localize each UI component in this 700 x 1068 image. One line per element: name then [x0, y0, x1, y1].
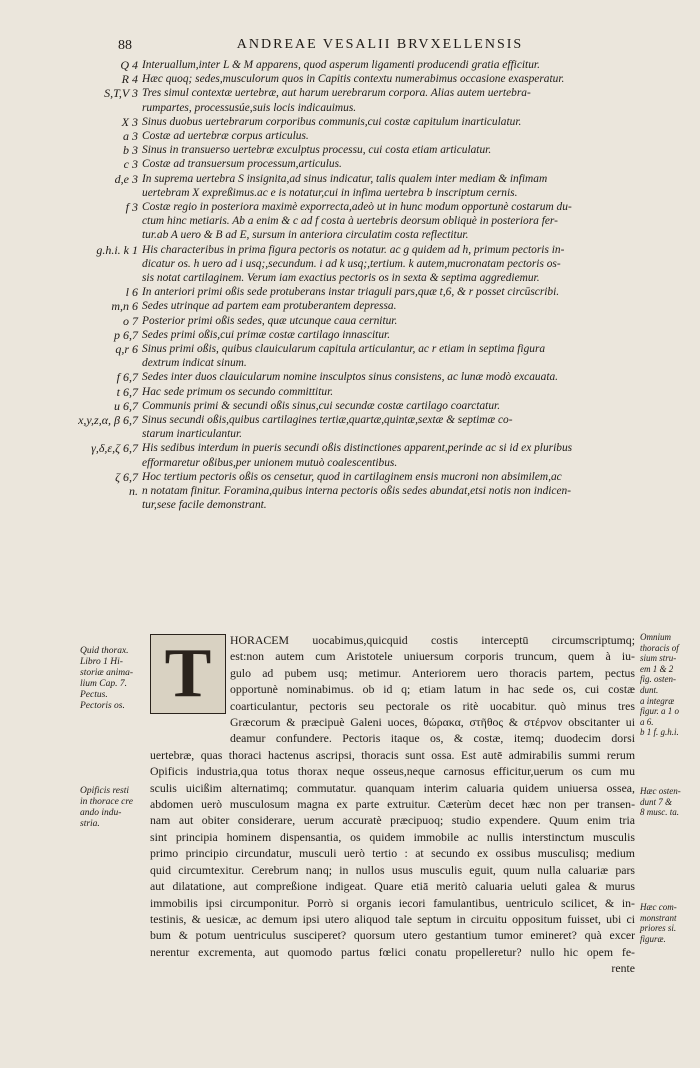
margin-note-line: Omnium: [640, 632, 671, 642]
legend-mark: n.: [129, 484, 138, 499]
legend-entry: [60, 58, 640, 72]
legend-text: Posterior primi oßis sedes, quæ utcunque caua cernitur.: [142, 314, 398, 327]
legend-text: tur,sese facile demonstrant.: [142, 499, 267, 512]
legend-text: In suprema uertebra S insignita,ad sinus indicatur, talis qualem inter mediam & infimam: [142, 172, 548, 185]
legend-text: His characteribus in prima figura pectoris os notatur. ac g quidem ad h, primum pectoris in-: [142, 243, 565, 256]
margin-note-line: a integræ: [640, 695, 675, 706]
legend-text: Communis primi & secundi oßis sinus,cui secundæ costæ cartilago coarctatur.: [142, 399, 501, 412]
legend-entry: [60, 86, 640, 100]
margin-note-right-figures: [640, 632, 700, 738]
legend-text: dextrum indicat sinum.: [142, 357, 247, 370]
margin-note-left-thorax: [80, 646, 142, 712]
margin-note-line: Opificis resti: [80, 786, 129, 796]
text-line: HORACEM uocabimus,quicquid costis interceptū circumscriptumq;: [230, 633, 635, 647]
legend-entry: [60, 342, 640, 356]
margin-note-line: Pectus.: [80, 690, 108, 700]
legend-text: Sinus primi oßis, quibus clauicularum capitula articulantur, ac r etiam in septima figura: [142, 343, 546, 356]
legend-text: rumpartes, processusúe,suis locis indicauimus.: [142, 101, 357, 114]
legend-entry: [60, 243, 640, 257]
text-line: uertebræ, quas thoraci hactenus ascripsi, thoracis sunt ossa. Est autē admirabilis summi rerum: [150, 747, 635, 762]
legend-mark: q,r 6: [115, 342, 138, 357]
legend-text: dicatur os. h uero ad i usq;,secundum. i ad k usq;,tertium. k autem,mucronatam pectoris os-: [142, 257, 561, 270]
legend-entry: [60, 214, 640, 228]
legend-text: Costæ regio in posteriora maximè exporrecta,adeò ut in hunc modum opportunè costarum du-: [142, 201, 572, 214]
text-line: bum & potum uentriculus susciperet? quorsum utero gestantium tumor emineret? quà excer: [150, 928, 635, 943]
legend-text: n notatam finitur. Foramina,quibus interna pectoris oßis sedes abundat,etsi notis non indicen-: [142, 485, 572, 498]
legend-entry: [60, 413, 640, 427]
legend-entry: [60, 143, 640, 157]
legend-entry: [60, 484, 640, 498]
margin-note-line: b 1 f. g.h.i.: [640, 727, 679, 738]
margin-note-line: 8 musc. ta.: [640, 807, 679, 818]
legend-mark: b 3: [123, 143, 138, 158]
legend-mark: x,y,z,α, β 6,7: [78, 413, 138, 428]
margin-note-line: figur. a 1 o: [640, 706, 680, 717]
text-line: sculis uicißim alternatimq; commutatur. quanquam interim caluaria quidem uniuersa ossea,: [150, 780, 635, 795]
margin-note-line: in thorace cre: [80, 797, 133, 807]
legend-text: Costæ ad transuersum processum,articulus.: [142, 158, 342, 171]
legend-text: Hæc quoq; sedes,musculorum quos in Capitis contextu numerabimus occasione exasperatur.: [142, 73, 565, 86]
margin-note-line: Libro 1 Hi-: [80, 657, 123, 667]
text-line: coarticulantur, pectoris seu pectorale os ritè uocabitur. quò minus tres: [230, 698, 635, 713]
legend-mark: X 3: [121, 114, 138, 129]
legend-mark: m,n 6: [111, 299, 138, 314]
legend-entry: [60, 441, 640, 455]
legend-entry: [60, 101, 640, 115]
legend-text: His sedibus interdum in pueris secundi oßis distinctiones apparent,perinde ac si id ex pluribus: [142, 442, 573, 455]
legend-entry: [60, 328, 640, 342]
margin-note-line: stria.: [80, 819, 100, 829]
legend-mark: d,e 3: [114, 171, 138, 186]
text-line: gulo ad pubem usq; metimur. Anteriorem uero thoracis partem, pectus: [230, 665, 635, 680]
legend-mark: p 6,7: [114, 327, 138, 342]
paragraph: [150, 632, 635, 977]
margin-note-line: dunt.: [640, 684, 659, 695]
text-line: sint principia hominem dispensantia, os quidem immobile ac nullis interstinctum musculis: [150, 829, 635, 844]
legend-text: In anteriori primi oßis sede protuberans instar triaguli pars,quæ t,6, & r posset circūscribi.: [142, 286, 560, 299]
legend-text: uertebram X expreßimus.ac e is notatur,cui in infima uertebra b inscriptum cernis.: [142, 186, 518, 199]
legend-entry: [60, 470, 640, 484]
legend-mark: Q 4: [120, 58, 138, 72]
legend-mark: a 3: [123, 129, 138, 144]
legend-entry: [60, 427, 640, 441]
legend-entry: [60, 172, 640, 186]
text-line: nam aut obiter considerare, uerum accuratè præcipuoq; studio expendere. Quum enim tria: [150, 813, 635, 828]
margin-note-line: ando indu-: [80, 808, 122, 818]
legend-text: Interuallum,inter L & M apparens, quod asperum ligamenti producendi gratia efficitur.: [142, 59, 540, 71]
legend-mark: γ,δ,ε,ζ 6,7: [91, 441, 138, 456]
legend-text: Sedes inter duos clauicularum nomine insculptos sinus consistens, ac lunæ modò excauata.: [142, 371, 559, 384]
legend-text: ctum hinc metiaris. Ab a enim & c ad f costa à uertebris deorsum obliquè in posteriora fer-: [142, 215, 558, 228]
legend-text: Hac sede primum os secundo committitur.: [142, 385, 334, 398]
legend-entry: [60, 498, 640, 512]
legend-entry: [60, 285, 640, 299]
legend-entry: [60, 228, 640, 242]
legend-mark: S,T,V 3: [104, 86, 138, 101]
legend-entry: [60, 157, 640, 171]
legend-mark: f 3: [125, 200, 138, 215]
figure-legend: [60, 58, 640, 513]
text-line: abdomen uerò musculosum magna ex parte extruitur. Cæterùm decet hæc non per transen-: [150, 797, 635, 812]
margin-note-line: dunt 7 &: [640, 796, 673, 807]
legend-text: Sedes primi oßis,cui primæ costæ cartilago innascitur.: [142, 328, 391, 341]
legend-text: efformaretur oßibus,per unionem mutuò coalescentibus.: [142, 456, 398, 469]
legend-mark: R 4: [121, 72, 138, 87]
margin-note-line: Quid thorax.: [80, 646, 129, 656]
margin-note-right-priores: [640, 902, 700, 944]
text-line: est:non autem cum Aristotele uniuersum corporis truncum, quem à iu-: [230, 649, 635, 664]
text-line: Opificis industria,qua totus thorax neque osseus,neque carnosus efficitur,uerum os cum mu: [150, 764, 635, 779]
legend-text: Sedes utrinque ad partem eam protuberantem depressa.: [142, 300, 397, 313]
legend-entry: [60, 399, 640, 413]
legend-text: Sinus secundi oßis,quibus cartilagines tertiæ,quartæ,quintæ,sextæ & septimæ co-: [142, 414, 513, 427]
legend-text: sis notat cartilaginem. Verum iam exactius pectoris os in sexta & septima aggrediemur.: [142, 272, 540, 285]
text-line: rente: [611, 961, 635, 976]
margin-note-line: figuræ.: [640, 933, 666, 944]
legend-text: Sinus in transuerso uertebræ exculptus processu, cui costa etiam articulatur.: [142, 144, 492, 157]
legend-mark: l 6: [125, 285, 138, 300]
legend-text: Hoc tertium pectoris oßis os censetur, quod in cartilaginem ensis mucroni non absimilem,ac: [142, 470, 562, 483]
legend-entry: [60, 356, 640, 370]
margin-note-line: Hæc osten-: [640, 786, 681, 796]
margin-note-right-muscles: [640, 786, 700, 818]
margin-note-line: em 1 & 2: [640, 663, 674, 674]
legend-entry: [60, 456, 640, 470]
margin-note-line: Hæc com-: [640, 902, 677, 912]
legend-entry: [60, 271, 640, 285]
margin-note-left-opificis: [80, 786, 142, 830]
legend-entry: [60, 200, 640, 214]
legend-entry: [60, 314, 640, 328]
margin-note-line: monstrant: [640, 912, 677, 923]
margin-note-line: fig. osten-: [640, 674, 676, 685]
legend-text: Sinus duobus uertebrarum corporibus communis,cui costæ capitulum inarticulatur.: [142, 115, 522, 128]
text-line: Græcorum & præcipuè Galeni uoces, θώρακα, στῆθος & στέρνον obscitanter ui: [230, 715, 635, 730]
legend-entry: [60, 129, 640, 143]
legend-entry: [60, 257, 640, 271]
running-title: ANDREAE VESALII BRVXELLENSIS: [236, 37, 524, 52]
legend-mark: t 6,7: [116, 384, 138, 399]
margin-note-line: thoracis of: [640, 642, 679, 653]
legend-text: tur.ab A uero & B ad E, sursum in anteriora circulatim costa reflectitur.: [142, 229, 469, 242]
legend-entry: [60, 115, 640, 129]
main-text: [150, 632, 635, 977]
text-line: nerentur excrementa, aut quomodo partus fœlici conatu propelleretur? nullo hic opem fe-: [150, 944, 635, 959]
margin-note-line: storiæ anima-: [80, 668, 134, 678]
legend-mark: ζ 6,7: [115, 469, 138, 484]
margin-note-line: sium stru-: [640, 653, 677, 664]
page-number: 88: [118, 38, 132, 53]
legend-entry: [60, 72, 640, 86]
text-line: testinis, & uesicæ, ac demum ipsi utero aliquod tale septum in circuitu oppositum fuisset, ubi ci: [150, 911, 635, 926]
legend-text: starum inarticulantur.: [142, 428, 242, 441]
text-line: aut dilatatione, aut compreßione indigeat. Quare etiā meritò caluaria ueluti galea & murus: [150, 879, 635, 894]
legend-mark: g.h.i. k 1: [96, 242, 138, 257]
margin-note-line: lium Cap. 7.: [80, 679, 127, 689]
text-line: quid circumtexitur. Cerebrum nanq; in nullos usus musculis eguit, quum nulla caluariæ pars: [150, 862, 635, 877]
text-line: deamur confundere. Pectoris itaque os, & costæ, itemq; duodecim dorsi: [230, 731, 635, 746]
margin-note-line: Pectoris os.: [80, 701, 125, 711]
margin-note-line: priores si.: [640, 923, 677, 934]
text-line: opportunè nominabimus. ob id q; etiam latum in hac sede os, cui costæ: [230, 682, 635, 697]
legend-entry: [60, 385, 640, 399]
legend-mark: c 3: [123, 157, 138, 172]
legend-text: Tres simul contextæ uertebræ, aut harum uerebrarum corpora. Alias autem uertebra-: [142, 87, 531, 100]
legend-mark: o 7: [123, 313, 138, 328]
initial-letter: T: [164, 635, 212, 712]
legend-mark: u 6,7: [114, 398, 138, 413]
text-line: immobilis ipsi circumponitur. Porrò si organis iecori famulantibus, uentriculo scilicet, & in-: [150, 895, 635, 910]
legend-text: Costæ ad uertebræ corpus articulus.: [142, 130, 309, 143]
legend-entry: [60, 370, 640, 384]
margin-note-line: a 6.: [640, 716, 654, 727]
legend-entry: [60, 186, 640, 200]
legend-entry: [60, 299, 640, 313]
legend-mark: f 6,7: [116, 370, 138, 385]
text-line: primo principio circundatur, musculi uerò tertio : at secundo ex ossibus musculisq; medium: [150, 846, 635, 861]
